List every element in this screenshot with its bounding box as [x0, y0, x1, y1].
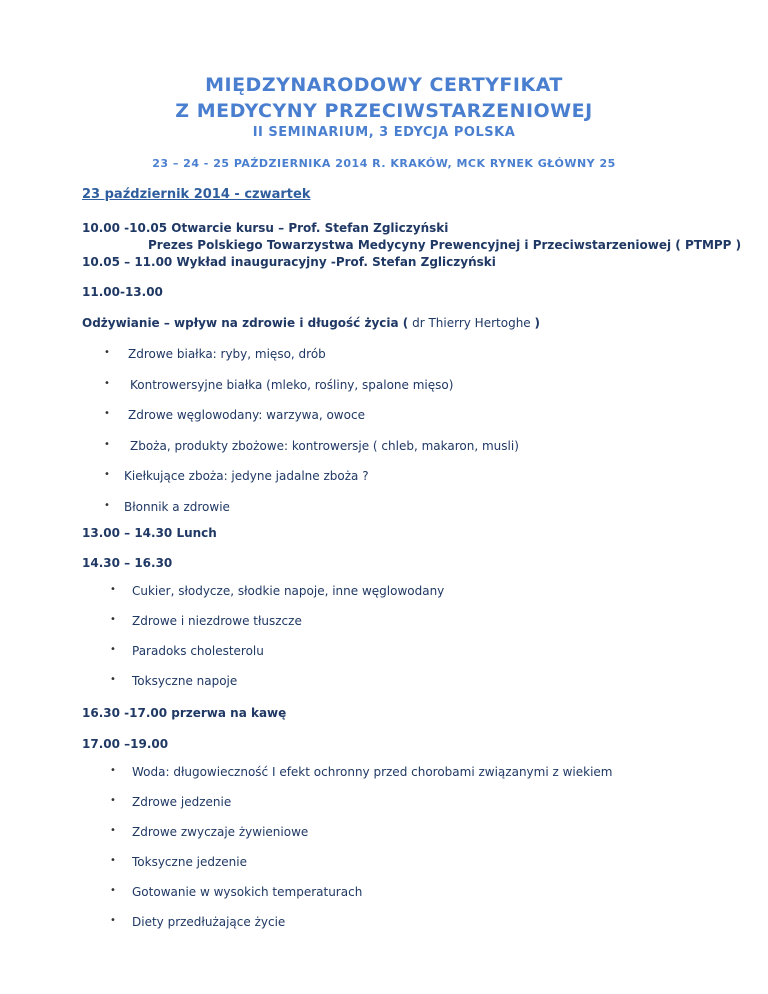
bullet-icon: • [110, 915, 116, 926]
list-item-text: Kiełkujące zboża: jedyne jadalne zboża ? [124, 469, 369, 483]
bullet-icon: • [104, 438, 110, 450]
date-location [0, 157, 768, 170]
bullet-icon: • [110, 644, 116, 655]
bullet-icon: • [110, 674, 116, 685]
list-item-text: Błonnik a zdrowie [124, 499, 230, 514]
session-2-time: 14.30 – 16.30 [82, 556, 173, 570]
bullet-icon: • [110, 614, 116, 625]
list-item-text: Toksyczne jedzenie [132, 855, 247, 869]
session-1-time: 11.00-13.00 [82, 285, 163, 299]
bullet-icon: • [110, 825, 116, 836]
list-item-text: Gotowanie w wysokich temperaturach [132, 885, 363, 899]
bullet-icon: • [110, 795, 116, 806]
address-number: 25 [599, 157, 616, 170]
list-item-text: Zdrowe i niezdrowe tłuszcze [132, 614, 302, 628]
bullet-icon: • [104, 469, 110, 480]
list-item-text: Zdrowe białka: ryby, mięso, drób [128, 347, 326, 361]
list-item-text: Kontrowersyjne białka (mleko, rośliny, spalone mięso) [130, 377, 454, 392]
bullet-icon: • [110, 885, 116, 896]
list-item-text: Toksyczne napoje [132, 674, 238, 688]
title-line-2: Z MEDYCYNY PRZECIWSTARZENIOWEJ [175, 100, 593, 122]
bullet-icon: • [110, 765, 116, 776]
president-line: Prezes Polskiego Towarzystwa Medycyny Prewencyjnej i Przeciwstarzeniowej ( PTMPP ) [148, 238, 742, 252]
list-item-text: Zdrowe jedzenie [132, 795, 232, 809]
bullet-icon: • [110, 584, 116, 595]
bullet-icon: • [104, 377, 110, 389]
list-item-text: Zboża, produkty zbożowe: kontrowersje ( chleb, makaron, musli) [130, 438, 519, 453]
lunch-line: 13.00 – 14.30 Lunch [82, 526, 217, 540]
bullet-icon: • [110, 855, 116, 866]
title-line-1: MIĘDZYNARODOWY CERTYFIKAT [205, 74, 563, 96]
session-1-title [82, 316, 540, 330]
coffee-break-line: 16.30 -17.00 przerwa na kawę [82, 706, 287, 720]
session-1-speaker: dr Thierry Hertoghe [408, 316, 535, 330]
list-item-text: Zdrowe zwyczaje żywieniowe [132, 825, 309, 839]
bullet-icon: • [104, 408, 110, 419]
seminar-subtitle: II SEMINARIUM, 3 EDYCJA POLSKA [252, 125, 516, 140]
date-location-text: 23 – 24 - 25 PAŹDZIERNIKA 2014 R. KRAKÓW, MCK RYNEK GŁÓWNY [152, 157, 596, 170]
list-item-text: Cukier, słodycze, słodkie napoje, inne węglowodany [132, 584, 445, 598]
list-item-text: Diety przedłużające życie [132, 915, 286, 929]
list-item-text: Paradoks cholesterolu [132, 644, 264, 658]
list-item-text: Woda: długowieczność I efekt ochronny przed chorobami związanymi z wiekiem [132, 765, 613, 779]
session-3-time: 17.00 –19.00 [82, 737, 169, 751]
list-item-text: Zdrowe węglowodany: warzywa, owoce [128, 408, 365, 422]
session-1-title-main: Odżywianie – wpływ na zdrowie i długość życia ( [82, 316, 409, 330]
inaugural-lecture-line: 10.05 – 11.00 Wykład inauguracyjny -Prof. Stefan Zgliczyński [82, 255, 496, 269]
bullet-icon: • [104, 499, 110, 511]
day-heading: 23 październik 2014 - czwartek [82, 187, 311, 202]
bullet-icon: • [104, 347, 110, 358]
session-1-title-close: ) [534, 316, 540, 330]
opening-line: 10.00 -10.05 Otwarcie kursu – Prof. Stefan Zgliczyński [82, 221, 449, 235]
